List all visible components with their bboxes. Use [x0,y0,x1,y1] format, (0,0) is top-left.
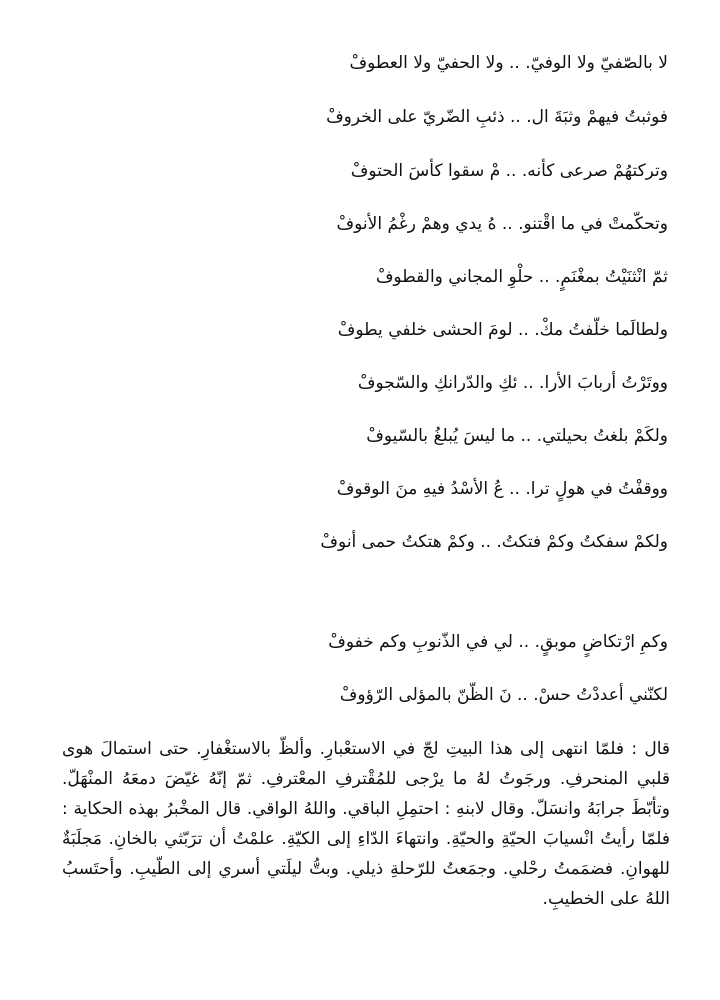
verse-line: وكمِ ارْتكاضٍ موبقٍ. .. لي في الذّنوبِ وكم خفوفْ [328,632,668,652]
verse-line: فوثبتُ فيهمْ وثبَةَ ال. .. ذئبِ الضّريّ على الخروفْ [326,107,668,127]
verse-line: لا بالصّفيّ ولا الوفيّ. .. ولا الحفيّ ولا العطوفْ [349,53,668,73]
verse-line: ووتَرْتُ أربابَ الأرا. .. ئكِ والدّرانكِ والسّجوفْ [357,373,668,393]
verse-line: وتركتهُمْ صرعى كأنه. .. مْ سقوا كأسَ الحتوفْ [350,161,668,181]
verse-line: ووقفْتُ في هولٍ ترا. .. عُ الأسْدُ فيهِ منَ الوقوفْ [336,479,668,499]
verse-line: وتحكّمتْ في ما اقْتنو. .. هُ يدي وهمْ رغْمُ الأنوفْ [336,214,668,234]
verse-line: ولكَمْ بلغتُ بحيلتي. .. ما ليسَ يُبلغُ بالسّيوفْ [366,426,668,446]
verse-line: لكنّني أعددْتُ حسْ. .. نَ الظّنّ بالمؤلى الرّؤوفْ [339,685,668,705]
prose-paragraph: قال : فلمّا انتهى إلى هذا البيتِ لجّ في الاستعْبارِ. وألظّ بالاستغْفارِ. حتى استمالَ هوى قلبي المنحرفِ. ورجَوتُ لهُ ما يرْجى للمُقْترفِ المعْترفِ. ثمّ إنّهُ غيّضَ دمعَهُ المنْهَلّ. وتأبّطَ جرابَهُ وانسَلّ. وقال لابنهِ : احتمِلِ الباقي. واللهُ الواقي. قال المخْبرُ بهذه الحكاية : فلمّا رأيتُ انْسيابَ الحيّةِ والحيّةِ. وانتهاءَ الدّاءِ إلى الكيّةِ. علمْتُ أن ترَبّثي بالخانِ. مَجلَبَةٌ للهوانِ. فضمَمتُ رحْلي. وجمَعتُ للرّحلةِ ذيلي. وبتُّ ليلَتي أسري إلى الطّيبِ. وأحتَسبُ اللهُ على الخطيبِ. [62,739,670,909]
verse-line: ثمّ انْثنَيْتُ بمغْنَمٍ. .. حلْوِ المجاني والقطوفْ [375,267,668,287]
verse-line: ولكمْ سفكتُ وكمْ فتكتُ. .. وكمْ هتكتُ حمى أنوفْ [320,532,668,552]
verse-line: ولطالَما خلّفتُ مكْ. .. لومَ الحشى خلفي يطوفْ [337,320,668,340]
